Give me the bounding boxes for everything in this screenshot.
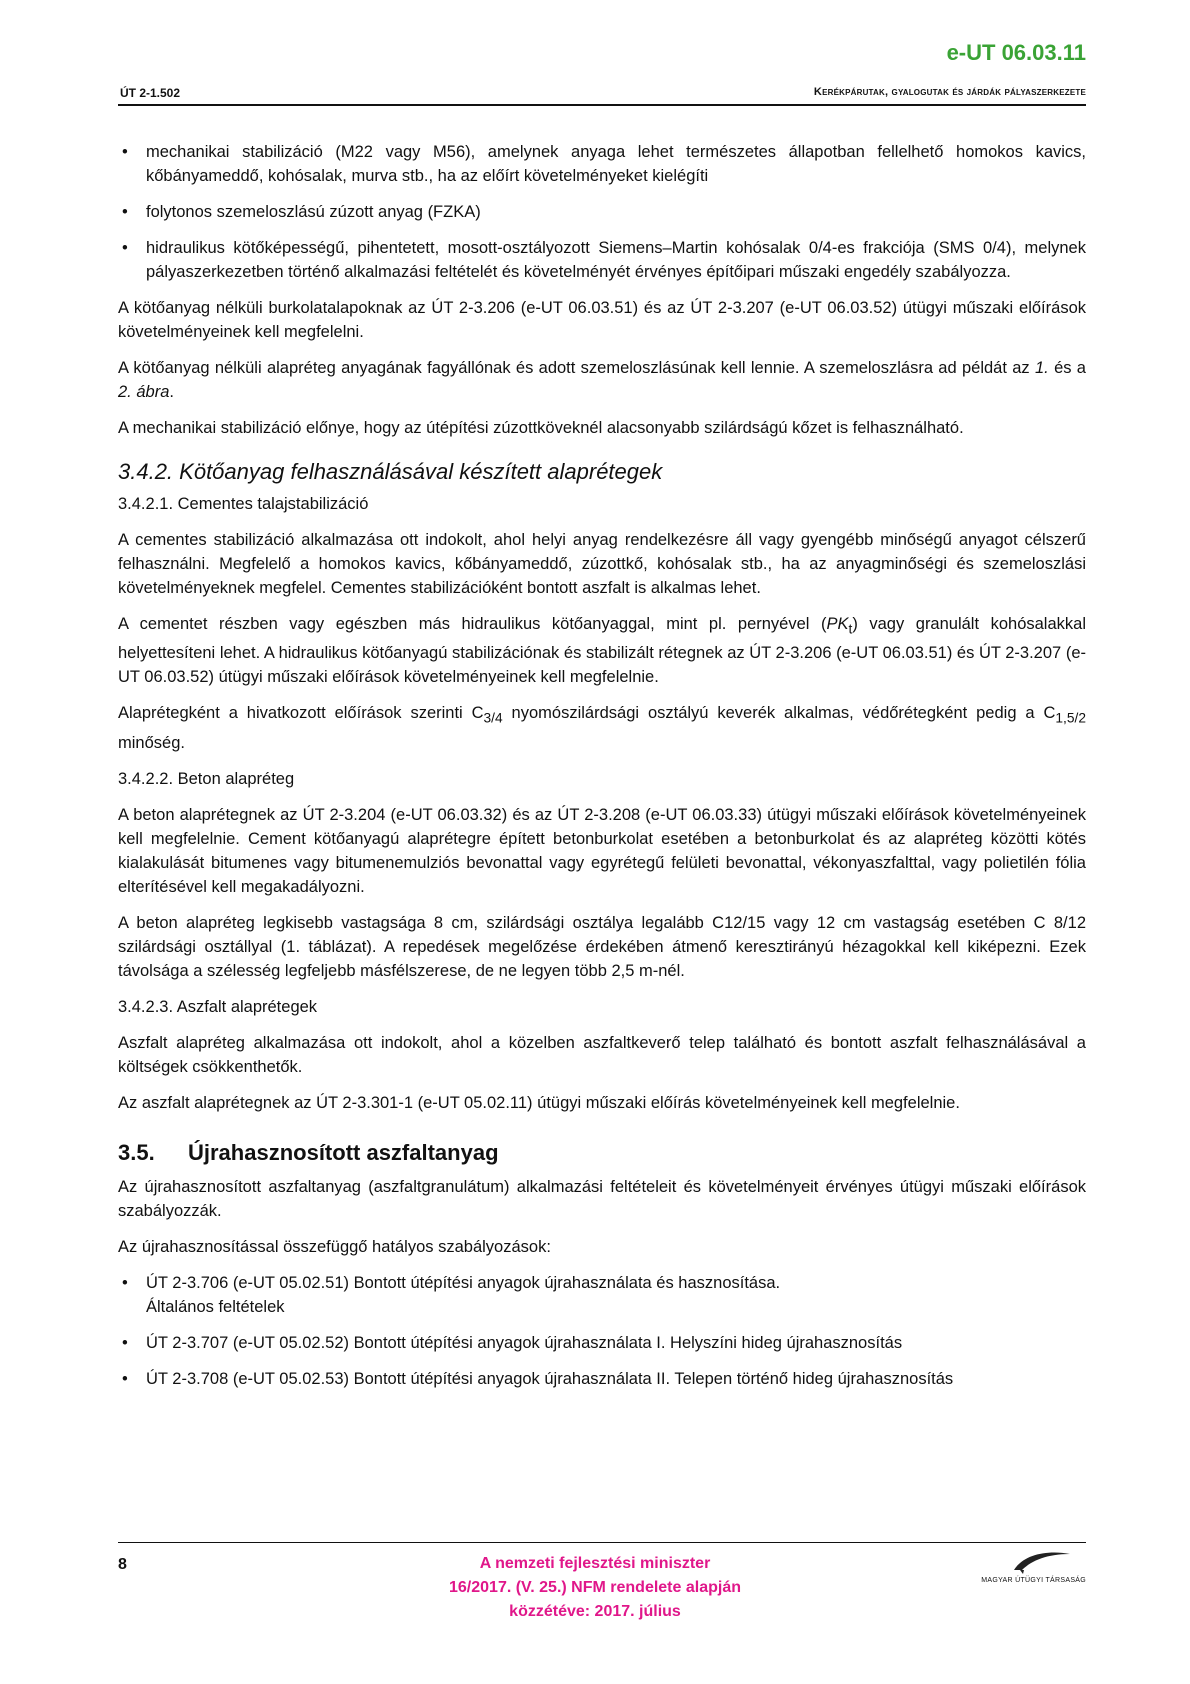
- paragraph: A kötőanyag nélküli burkolatalapoknak az ÚT 2-3.206 (e-UT 06.03.51) és az ÚT 2-3.207 (e-UT 06.03.52) útügyi műszaki előírások követelményeinek kell megfelelni.: [118, 299, 1086, 341]
- paragraph: A mechanikai stabilizáció előnye, hogy az útépítési zúzottköveknél alacsonyabb szilárdságú kőzet is felhasználható.: [118, 419, 964, 437]
- regulations-list: [118, 1271, 1086, 1391]
- materials-list: [118, 140, 1086, 284]
- list-item: • mechanikai stabilizáció (M22 vagy M56), amelynek anyaga lehet természetes állapotban fellelhető homokos kavics, kőbányameddő, kohósalak, murva stb., ha az előírt követelményeket kielégíti: [118, 140, 1086, 188]
- logo-swoosh-icon: [936, 1548, 1086, 1574]
- header-document-title: Kerékpárutak, gyalogutak és járdák pályaszerkezete: [813, 86, 1086, 98]
- paragraph: A cementet részben vagy egészben más hidraulikus kötőanyaggal, mint pl. pernyével $(PK_t)$ vagy granulált kohósalakkal helyettesíteni lehet. A hidraulikus kötőanyagú stabilizációnak és stabilizált rétegnek az ÚT 2-3.206 (e-UT 06.03.51) és ÚT 2-3.207 (e-UT 06.03.52) útügyi műszaki előírások követelményeinek kell megfelelnie.: [118, 615, 1086, 687]
- paragraph: Az újrahasznosított aszfaltanyag (aszfaltgranulátum) alkalmazási feltételeit és követelményeit érvényes útügyi műszaki előírások szabályozzák.: [118, 1177, 1086, 1220]
- logo-text: MAGYAR ÚTÜGYI TÁRSASÁG: [981, 1577, 1086, 1584]
- page-content: [118, 140, 1086, 1403]
- bullet-icon: •: [122, 203, 128, 221]
- list-item: • ÚT 2-3.706 (e-UT 05.02.51) Bontott útépítési anyagok újrahasználata és hasznosítása. Általános feltételek: [118, 1271, 1086, 1319]
- paragraph: Aszfalt alapréteg alkalmazása ott indokolt, ahol a közelben aszfaltkeverő telep található és bontott aszfalt felhasználásával a költségek csökkenthetők.: [118, 1033, 1086, 1076]
- bullet-icon: •: [122, 239, 128, 257]
- paragraph: A beton alapréteg legkisebb vastagsága 8 cm, szilárdsági osztálya legalább C12/15 vagy 12 cm vastagság esetében C 8/12 szilárdsági osztállyal (1. táblázat). A repedések megelőzése érdekében átmenő keresztirányú hézagokkal kell kiképezni. Ezek távolsága a szélesség legfeljebb másfélszerese, de ne legyen több 2,5 m-nél.: [118, 913, 1086, 980]
- paragraph: Az újrahasznosítással összefüggő hatályos szabályozások:: [118, 1237, 551, 1256]
- page-number: 8: [118, 1556, 127, 1573]
- bullet-icon: •: [122, 1333, 128, 1352]
- paragraph: A cementes stabilizáció alkalmazása ott indokolt, ahol helyi anyag rendelkezésre áll vagy gyengébb minőségű anyagot célszerű felhasználni. Megfelelő a homokos kavics, kőbányameddő, zúzottkő, kohósalak stb., ha az anyagminőségi és szemeloszlási követelményeknek megfelel. Cementes stabilizációként bontott aszfalt is alkalmas lehet.: [118, 531, 1086, 597]
- list-item: • ÚT 2-3.707 (e-UT 05.02.52) Bontott útépítési anyagok újrahasználata I. Helyszíni hideg újrahasznosítás: [118, 1331, 1086, 1355]
- list-item: • ÚT 2-3.708 (e-UT 05.02.53) Bontott útépítési anyagok újrahasználata II. Telepen történő hideg újrahasznosítás: [118, 1367, 1086, 1391]
- header-divider: [118, 104, 1086, 106]
- magyar-utugyi-tarsasag-logo: [936, 1548, 1086, 1584]
- section-heading-3-5: 3.5. Újrahasznosított aszfaltanyag: [118, 1139, 499, 1165]
- paragraph: A kötőanyag nélküli alapréteg anyagának fagyállónak és adott szemeloszlásúnak kell lennie. A szemeloszlásra ad példát az 1. és a 2. ábra.: [118, 359, 1086, 401]
- paragraph: A beton alaprétegnek az ÚT 2-3.204 (e-UT 06.03.32) és az ÚT 2-3.208 (e-UT 06.03.33) útügyi műszaki előírások követelményeinek kell megfelelnie. Cement kötőanyagú alaprétegre épített betonburkolat esetében a betonburkolat és az alapréteg közötti kötés kialakulását bitumenes vagy bitumenemulziós bevonattal vagy egyrétegű felületi bevonattal, vékonyaszfalttal, vagy polietilén fólia elterítésével kell megakadályozni.: [118, 805, 1086, 896]
- bullet-icon: •: [122, 1273, 128, 1292]
- paragraph: Alaprétegként a hivatkozott előírások szerinti $C_{3/4}$ nyomószilárdsági osztályú keverék alkalmas, védőrétegként pedig a $C_{1,5/2}$ minőség.: [118, 704, 1086, 752]
- list-item: • hidraulikus kötőképességű, pihentetett, mosott-osztályozott Siemens–Martin kohósalak 0/4-es frakciója (SMS 0/4), melynek pályaszerkezetben történő alkalmazási feltételét és követelményét érvényes építőipari műszaki engedély szabályozza.: [118, 236, 1086, 284]
- section-heading-3-4-2: 3.4.2. Kötőanyag felhasználásával készített alaprétegek: [118, 459, 663, 484]
- section-heading-3-4-2-3: 3.4.2.3. Aszfalt alaprétegek: [118, 997, 318, 1016]
- list-item: • folytonos szemeloszlású zúzott anyag (FZKA): [118, 200, 1086, 224]
- section-heading-3-4-2-1: 3.4.2.1. Cementes talajstabilizáció: [118, 495, 369, 513]
- header-standard-number: ÚT 2-1.502: [120, 86, 181, 100]
- footer-divider: [118, 1542, 1086, 1543]
- bullet-icon: •: [122, 143, 128, 161]
- bullet-icon: •: [122, 1369, 128, 1388]
- section-heading-3-4-2-2: 3.4.2.2. Beton alapréteg: [118, 769, 295, 788]
- paragraph: Az aszfalt alaprétegnek az ÚT 2-3.301-1 (e-UT 05.02.11) útügyi műszaki előírás követelményeinek kell megfelelnie.: [118, 1093, 960, 1112]
- publication-note: A nemzeti fejlesztési miniszter 16/2017. (V. 25.) NFM rendelete alapján közzétéve: 2017. július: [449, 1555, 741, 1620]
- document-code: e-UT 06.03.11: [946, 40, 1086, 65]
